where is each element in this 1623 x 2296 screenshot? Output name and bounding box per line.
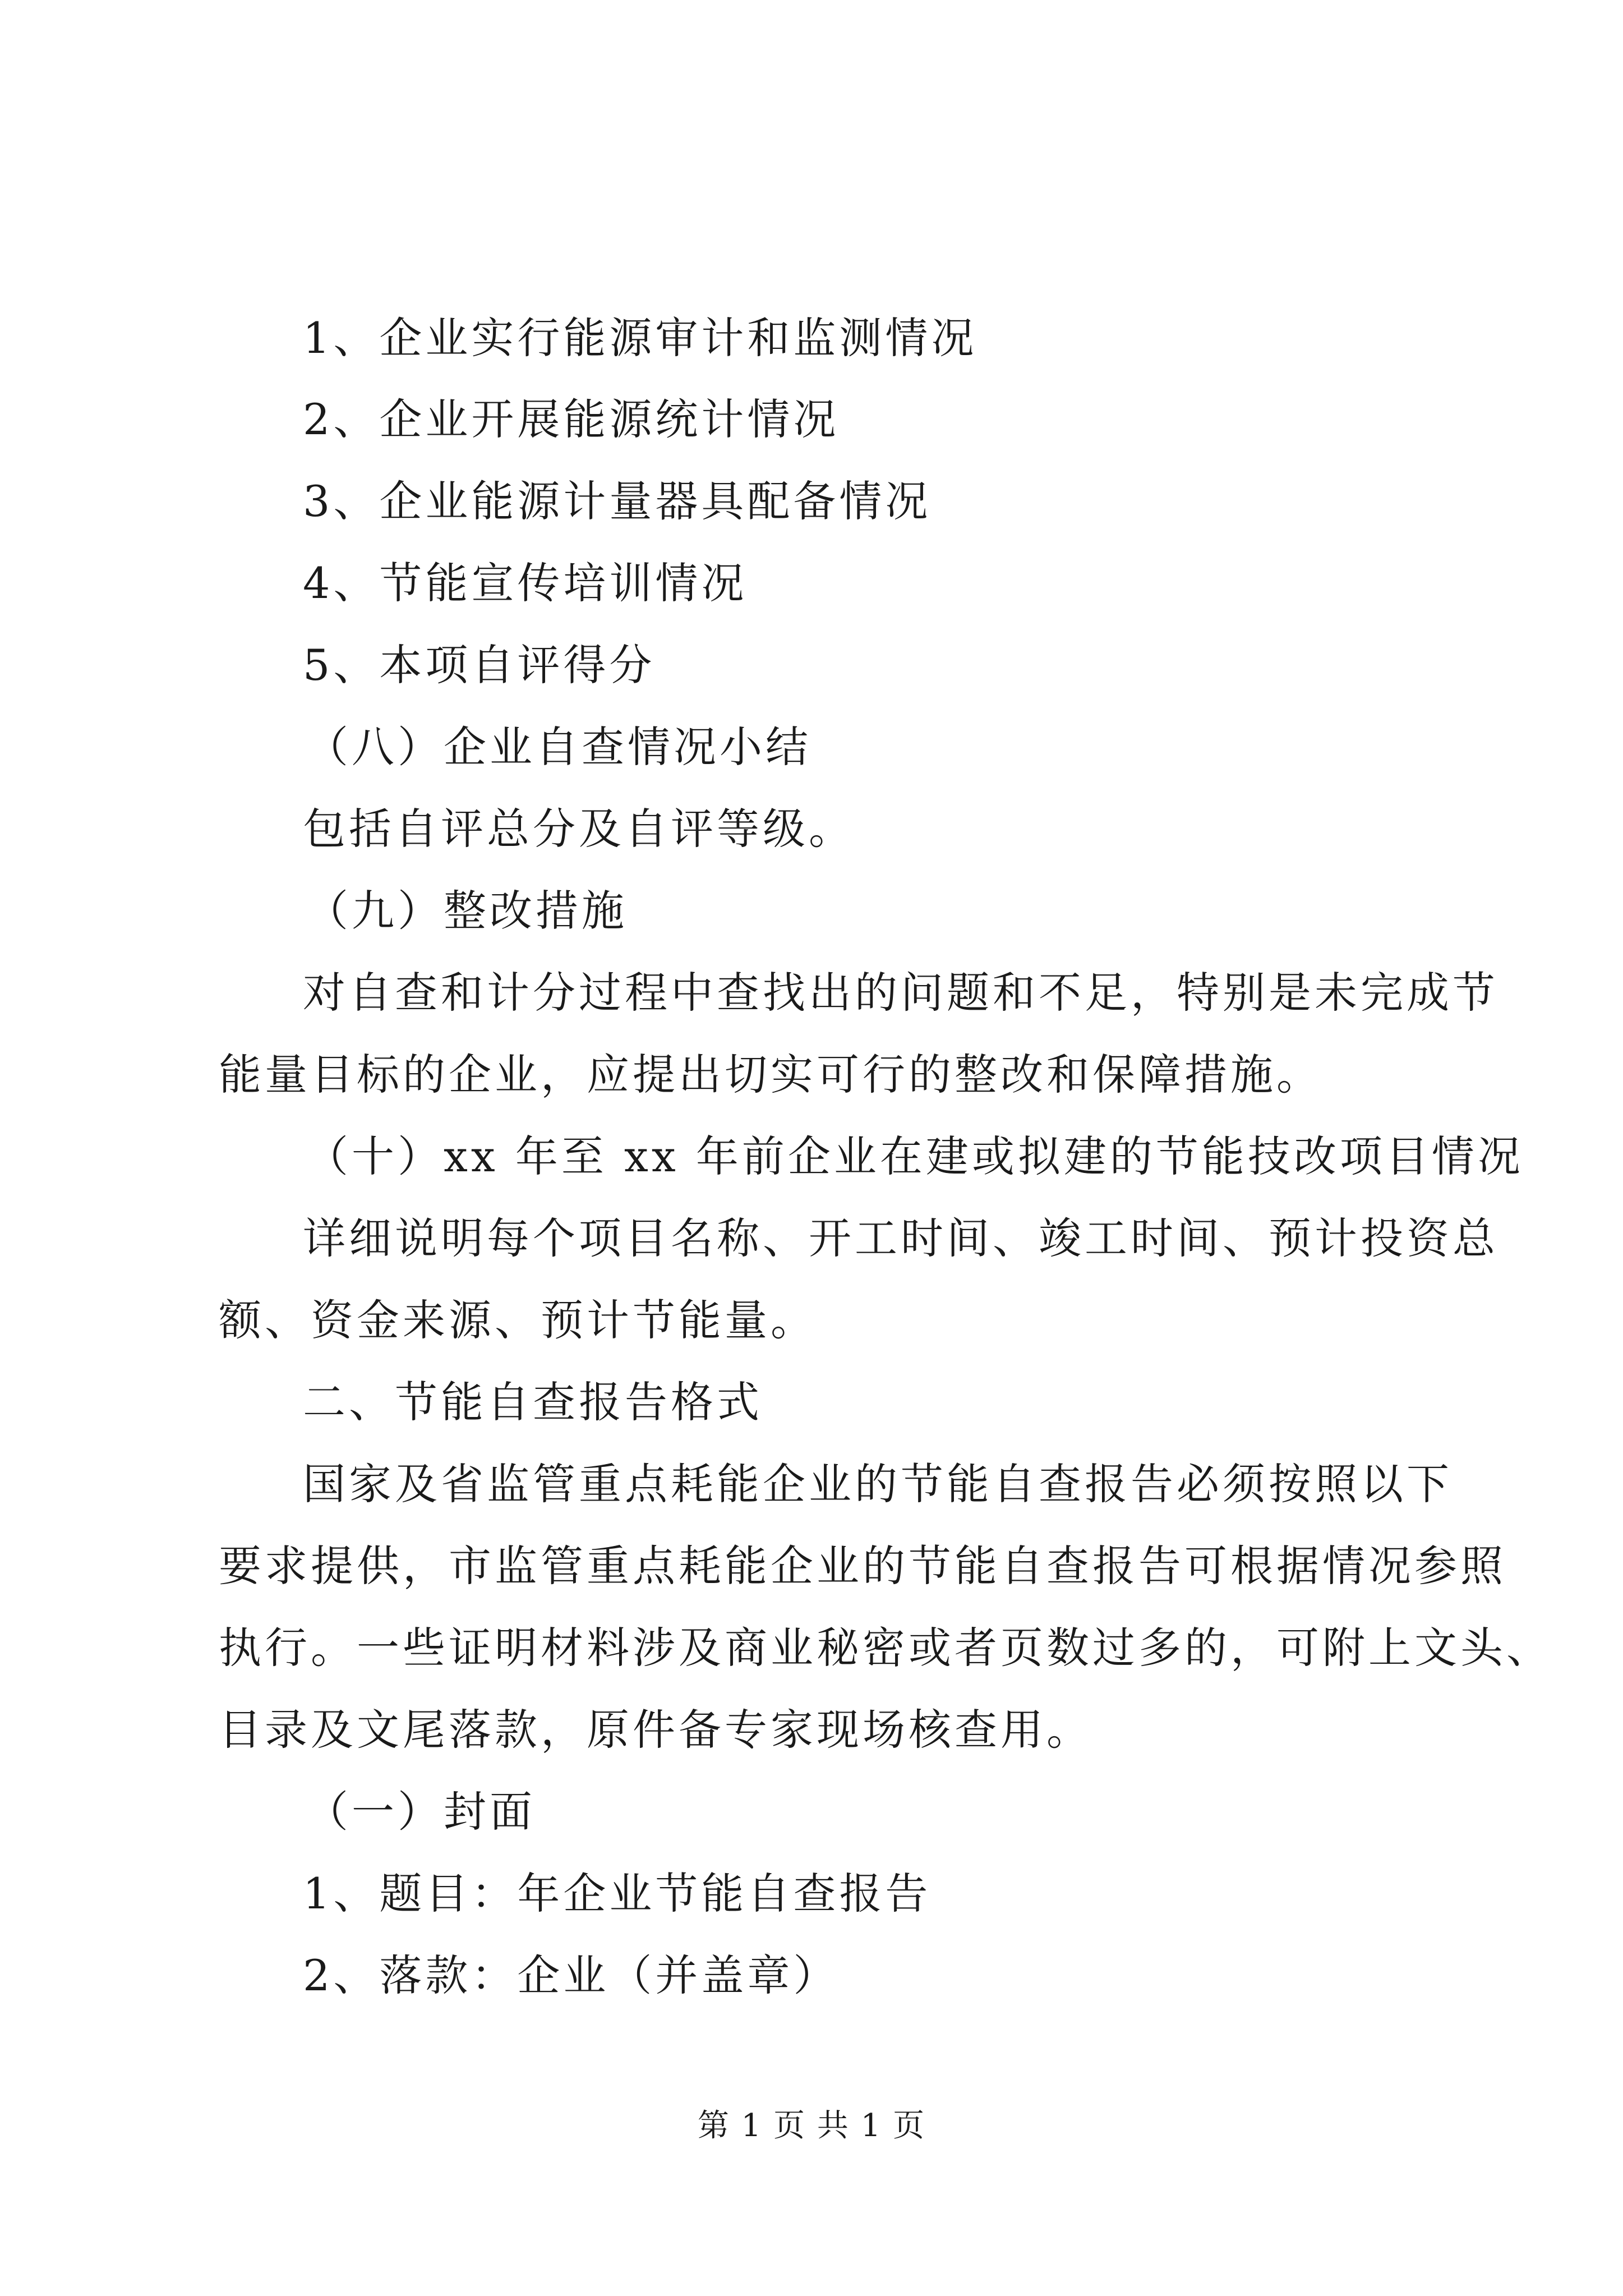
list-item-title: 1、题目：年企业节能自查报告 (303, 1869, 932, 1918)
paragraph-summary: 包括自评总分及自评等级。 (303, 804, 855, 854)
section-heading-cover: （一）封面 (306, 1787, 536, 1837)
section-heading-10: （十）xx 年至 xx 年前企业在建或拟建的节能技改项目情况 (306, 1131, 1524, 1181)
page-footer: 第 1 页 共 1 页 (697, 2108, 926, 2144)
paragraph-rectification-line-2: 能量目标的企业，应提出切实可行的整改和保障措施。 (219, 1050, 1322, 1099)
section-heading-report-format: 二、节能自查报告格式 (303, 1377, 763, 1427)
paragraph-format-line-3: 执行。一些证明材料涉及商业秘密或者页数过多的，可附上文头、 (219, 1623, 1552, 1673)
paragraph-projects-line-2: 额、资金来源、预计节能量。 (219, 1295, 817, 1345)
section-heading-8: （八）企业自查情况小结 (306, 722, 811, 772)
list-item-signature: 2、落款：企业（并盖章） (303, 1950, 840, 2000)
list-item-metering-equipment: 3、企业能源计量器具配备情况 (303, 476, 932, 526)
paragraph-format-line-4: 目录及文尾落款，原件备专家现场核查用。 (219, 1705, 1092, 1755)
paragraph-projects-line-1: 详细说明每个项目名称、开工时间、竣工时间、预计投资总 (303, 1213, 1498, 1263)
paragraph-format-line-1: 国家及省监管重点耗能企业的节能自查报告必须按照以下 (303, 1459, 1453, 1509)
paragraph-rectification-line-1: 对自查和计分过程中查找出的问题和不足，特别是未完成节 (303, 968, 1498, 1018)
list-item-energy-audit: 1、企业实行能源审计和监测情况 (303, 313, 978, 363)
section-heading-9: （九）整改措施 (306, 886, 628, 936)
list-item-training: 4、节能宣传培训情况 (303, 558, 748, 608)
list-item-energy-statistics: 2、企业开展能源统计情况 (303, 394, 840, 444)
paragraph-format-line-2: 要求提供，市监管重点耗能企业的节能自查报告可根据情况参照 (219, 1541, 1506, 1591)
list-item-self-score: 5、本项自评得分 (303, 640, 656, 690)
